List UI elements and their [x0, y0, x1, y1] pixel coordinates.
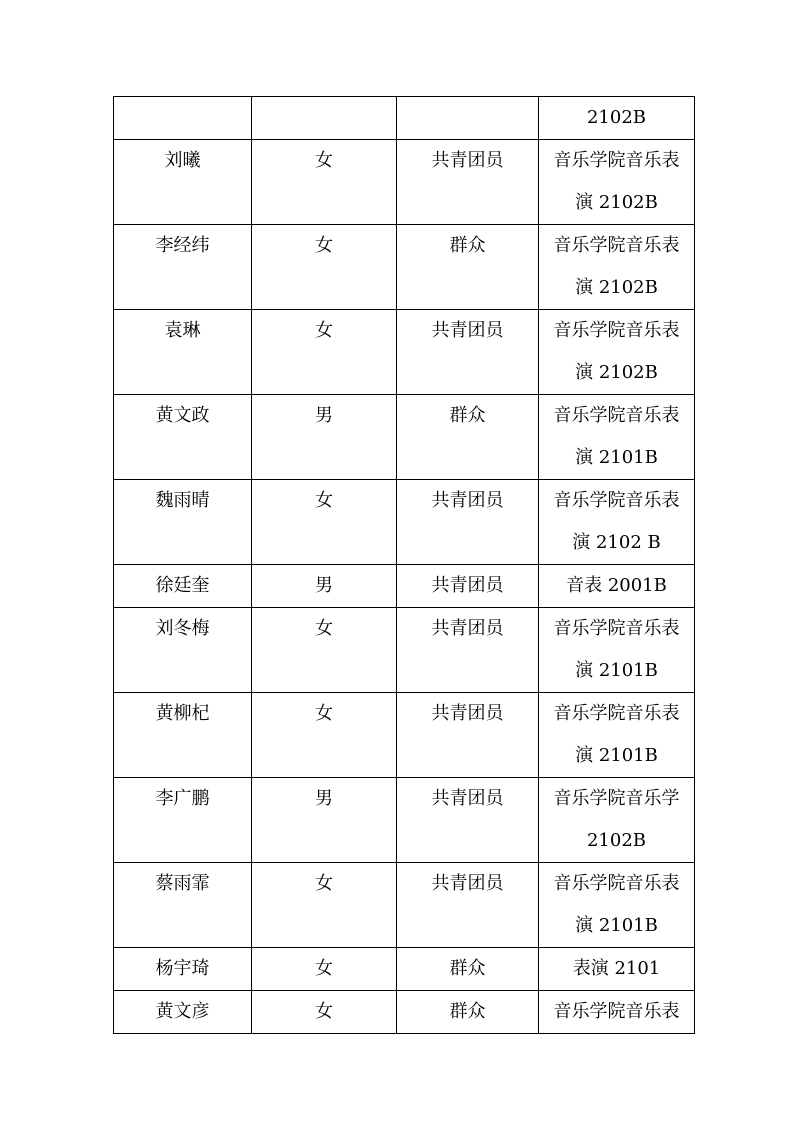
cell-name: 徐廷奎: [114, 565, 252, 608]
cell-name: 袁琳: [114, 310, 252, 395]
cell-name: 黄文彦: [114, 991, 252, 1034]
roster-table: [113, 96, 695, 1034]
cell-name: 李广鹏: [114, 778, 252, 863]
table-row: [114, 565, 695, 608]
table-row: [114, 97, 695, 140]
cell-name: 刘冬梅: [114, 608, 252, 693]
cell-gender: 女: [252, 948, 397, 991]
class-line: 2102B: [586, 107, 647, 128]
cell-class: [539, 225, 695, 310]
cell-class: [539, 608, 695, 693]
cell-name: 李经纬: [114, 225, 252, 310]
class-line: 演 2101B: [575, 447, 658, 468]
cell-class: [539, 310, 695, 395]
cell-political-status: 共青团员: [397, 693, 539, 778]
cell-name: 魏雨晴: [114, 480, 252, 565]
class-line: 音乐学院音乐表: [553, 1001, 680, 1022]
class-line: 音乐学院音乐表: [553, 703, 680, 724]
table-row: [114, 991, 695, 1034]
class-line: 音乐学院音乐表: [553, 490, 680, 511]
cell-gender: 男: [252, 395, 397, 480]
class-line: 演 2102B: [575, 362, 658, 383]
cell-name: 黄文政: [114, 395, 252, 480]
cell-political-status: 群众: [397, 395, 539, 480]
cell-class: [539, 991, 695, 1034]
cell-gender: 男: [252, 778, 397, 863]
cell-gender: [252, 97, 397, 140]
class-line: 音乐学院音乐表: [553, 873, 680, 894]
table-row: [114, 608, 695, 693]
table-row: [114, 395, 695, 480]
cell-class: [539, 565, 695, 608]
cell-gender: 女: [252, 225, 397, 310]
cell-gender: 女: [252, 140, 397, 225]
cell-gender: 女: [252, 863, 397, 948]
class-line: 演 2102B: [575, 192, 658, 213]
cell-class: [539, 863, 695, 948]
class-line: 音表 2001B: [566, 575, 667, 596]
class-line: 演 2102B: [575, 277, 658, 298]
cell-class: [539, 140, 695, 225]
cell-class: [539, 693, 695, 778]
cell-gender: 女: [252, 480, 397, 565]
table-row: [114, 140, 695, 225]
class-line: 音乐学院音乐表: [553, 235, 680, 256]
cell-class: [539, 778, 695, 863]
cell-class: [539, 97, 695, 140]
class-line: 音乐学院音乐表: [553, 150, 680, 171]
cell-political-status: [397, 97, 539, 140]
cell-name: [114, 97, 252, 140]
cell-political-status: 群众: [397, 225, 539, 310]
table-row: [114, 778, 695, 863]
table-row: [114, 948, 695, 991]
cell-political-status: 群众: [397, 991, 539, 1034]
cell-name: 黄柳杞: [114, 693, 252, 778]
cell-political-status: 共青团员: [397, 140, 539, 225]
cell-class: [539, 395, 695, 480]
class-line: 演 2102 B: [572, 532, 661, 553]
table-row: [114, 310, 695, 395]
class-line: 演 2101B: [575, 915, 658, 936]
class-line: 音乐学院音乐表: [553, 405, 680, 426]
class-line: 音乐学院音乐表: [553, 320, 680, 341]
cell-gender: 男: [252, 565, 397, 608]
cell-name: 刘曦: [114, 140, 252, 225]
cell-political-status: 共青团员: [397, 778, 539, 863]
cell-gender: 女: [252, 693, 397, 778]
cell-name: 蔡雨霏: [114, 863, 252, 948]
class-line: 音乐学院音乐学: [553, 788, 680, 809]
table-row: [114, 225, 695, 310]
table-row: [114, 693, 695, 778]
cell-political-status: 群众: [397, 948, 539, 991]
cell-gender: 女: [252, 991, 397, 1034]
class-line: 音乐学院音乐表: [553, 618, 680, 639]
class-line: 演 2101B: [575, 660, 658, 681]
cell-political-status: 共青团员: [397, 480, 539, 565]
table-row: [114, 480, 695, 565]
cell-class: [539, 948, 695, 991]
class-line: 表演 2101: [572, 958, 661, 979]
cell-political-status: 共青团员: [397, 310, 539, 395]
roster-table-body: [114, 97, 695, 1034]
table-row: [114, 863, 695, 948]
cell-name: 杨宇琦: [114, 948, 252, 991]
class-line: 演 2101B: [575, 745, 658, 766]
cell-gender: 女: [252, 608, 397, 693]
cell-class: [539, 480, 695, 565]
class-line: 2102B: [586, 830, 647, 851]
cell-gender: 女: [252, 310, 397, 395]
cell-political-status: 共青团员: [397, 565, 539, 608]
cell-political-status: 共青团员: [397, 608, 539, 693]
cell-political-status: 共青团员: [397, 863, 539, 948]
